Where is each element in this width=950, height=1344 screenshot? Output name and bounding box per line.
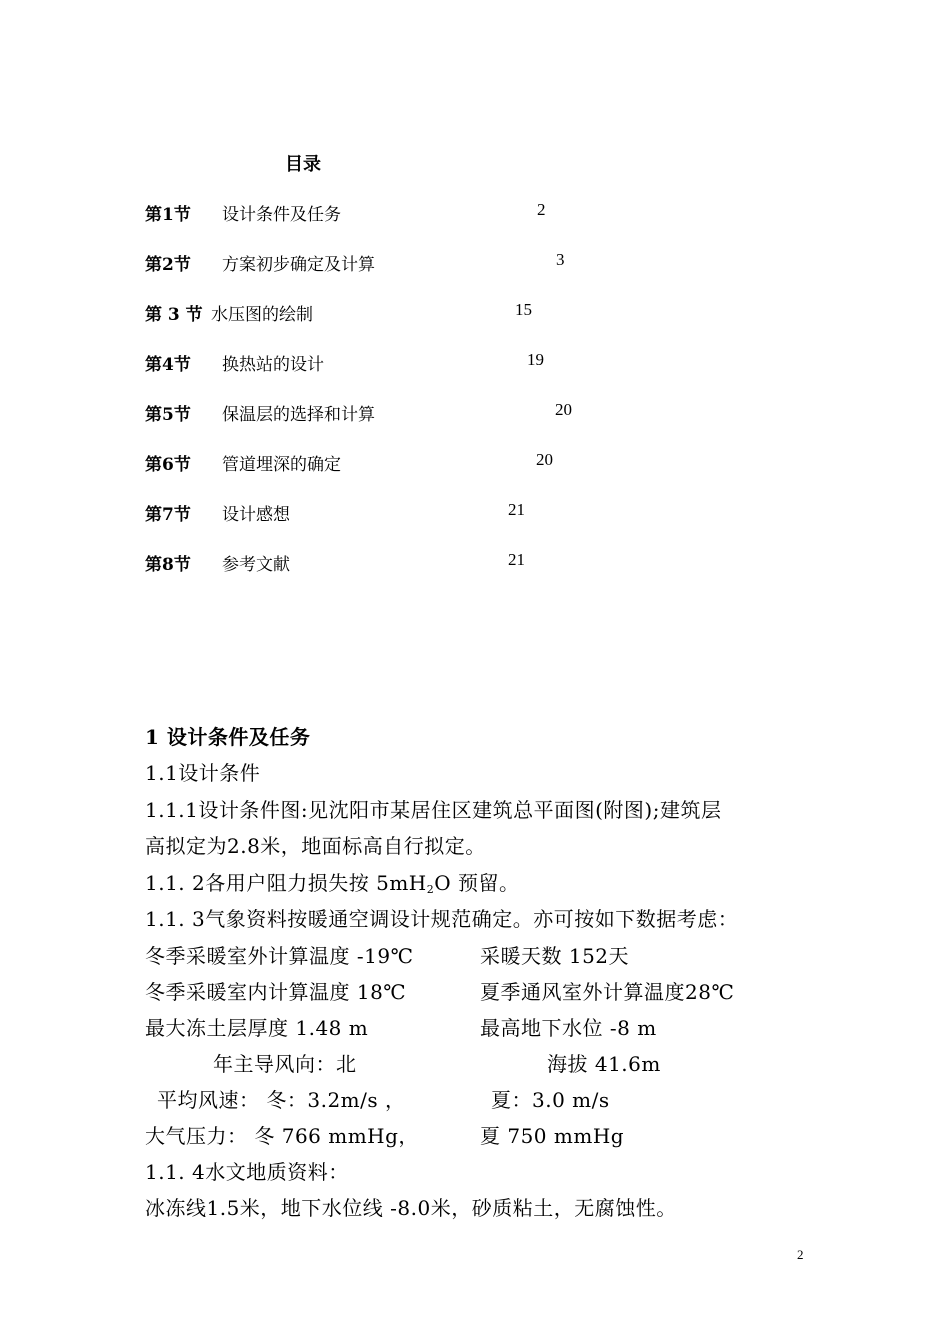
toc-name: 管道埋深的确定 — [222, 455, 341, 475]
toc-section: 第5节 — [145, 405, 191, 425]
toc-section: 第6节 — [145, 455, 191, 475]
weather-row — [145, 940, 845, 968]
toc-name: 保温层的选择和计算 — [222, 405, 375, 425]
weather-item: 年主导风向：北 — [213, 1052, 357, 1076]
section-heading: 1 设计条件及任务 — [145, 725, 311, 749]
text-fragment: O 预留。 — [434, 871, 520, 895]
toc-page: 3 — [556, 250, 565, 269]
weather-item: 冬季采暖室外计算温度 -19℃ — [145, 944, 414, 968]
weather-item: 夏季通风室外计算温度28℃ — [480, 980, 735, 1004]
toc-title: 目录 — [285, 154, 321, 175]
weather-row — [145, 1048, 845, 1076]
toc-section: 第 3 节 — [145, 305, 203, 325]
weather-row — [145, 1084, 845, 1112]
subscript: 2 — [426, 883, 435, 896]
toc-name: 方案初步确定及计算 — [222, 255, 375, 275]
toc-section: 第7节 — [145, 505, 191, 525]
subsection-title: 1.1设计条件 — [145, 761, 261, 785]
toc-page: 20 — [555, 400, 572, 419]
weather-item: 最大冻土层厚度 1.48 m — [145, 1016, 369, 1040]
toc-page: 21 — [508, 500, 525, 519]
toc-section: 第2节 — [145, 255, 191, 275]
paragraph-line: 高拟定为2.8米，地面标高自行拟定。 — [145, 834, 486, 858]
weather-row — [145, 1120, 845, 1148]
toc-section: 第8节 — [145, 555, 191, 575]
weather-item: 夏：3.0 m/s — [491, 1088, 610, 1112]
text-fragment: 1.1. 2各用户阻力损失按 5mH — [145, 871, 427, 895]
toc-section: 第4节 — [145, 355, 191, 375]
weather-item: 平均风速： 冬：3.2m/s ， — [157, 1088, 406, 1112]
weather-item: 大气压力： 冬 766 mmHg， — [145, 1124, 419, 1148]
weather-row — [145, 976, 845, 1004]
toc-section: 第1节 — [145, 205, 191, 225]
weather-item: 最高地下水位 -8 m — [480, 1016, 657, 1040]
weather-item: 夏 750 mmHg — [480, 1124, 625, 1148]
toc-name: 参考文献 — [222, 555, 290, 575]
page-number: 2 — [797, 1247, 804, 1262]
paragraph-line: 冰冻线1.5米，地下水位线 -8.0米，砂质粘土，无腐蚀性。 — [145, 1196, 677, 1220]
weather-item: 采暖天数 152天 — [480, 944, 630, 968]
toc-name: 设计感想 — [222, 505, 290, 525]
toc-page: 15 — [515, 300, 532, 319]
paragraph-line: 1.1. 3气象资料按暖通空调设计规范确定。亦可按如下数据考虑： — [145, 907, 739, 931]
toc-page: 20 — [536, 450, 553, 469]
toc-name: 水压图的绘制 — [211, 305, 313, 325]
toc-name: 设计条件及任务 — [222, 205, 341, 225]
toc-page: 21 — [508, 550, 525, 569]
toc-page: 19 — [527, 350, 544, 369]
weather-row — [145, 1012, 845, 1040]
toc-page: 2 — [537, 200, 546, 219]
weather-item: 海拔 41.6m — [547, 1052, 661, 1076]
weather-item: 冬季采暖室内计算温度 18℃ — [145, 980, 407, 1004]
toc-name: 换热站的设计 — [222, 355, 324, 375]
paragraph-line — [145, 867, 520, 896]
paragraph-line: 1.1.1设计条件图:见沈阳市某居住区建筑总平面图(附图);建筑层 — [145, 798, 722, 822]
paragraph-line: 1.1. 4水文地质资料： — [145, 1160, 349, 1184]
